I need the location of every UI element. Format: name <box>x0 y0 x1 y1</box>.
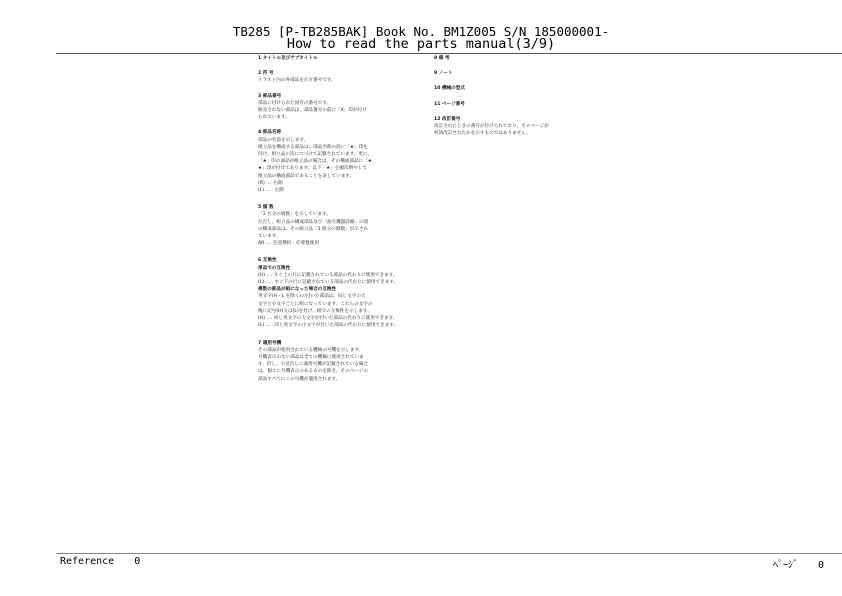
subsection-title: 複数の部品が組になった場合の互換性 <box>258 287 337 293</box>
section-3 <box>258 93 436 122</box>
section-11 <box>434 101 594 108</box>
section-title: 3 部品番号 <box>258 93 282 99</box>
footer-rule <box>56 553 842 554</box>
header-title: TB285 [P-TB285BAK] Book No. BM1Z005 S/N 185000001- <box>232 24 610 39</box>
body-line: 部品の名前を示します。 <box>258 137 309 143</box>
body-line: 何回改訂されたかを示すものではありません。 <box>434 131 531 137</box>
body-line: 文字と小文字ごとに組になっています。これらの文字の <box>258 301 373 307</box>
list-item: (H) .... すぐ上の行に記載されている部品の代わりに使用できます。 <box>258 272 398 278</box>
body-line: 販売されない部品は、部品番号の前に「X」印が付け <box>258 108 367 114</box>
list-item: (H) .... 同じ英文字の大文字が付いた部品の代わりに使用できます。 <box>258 316 398 322</box>
body-line: 付け、組立品の次につづけて記載されています。更に、 <box>258 152 373 158</box>
header-subtitle: How to read the parts manual(3/9) <box>286 36 556 52</box>
header-rule <box>56 53 842 54</box>
body-line: 英文字(H・L を除く)の付いた部品は、同じ文字の大 <box>258 294 366 300</box>
section-9 <box>434 70 594 77</box>
section-4 <box>258 129 436 194</box>
body-line: 組立品の構成部品であることを表しています。 <box>258 173 355 179</box>
list-item: (L) ..... 左側 <box>258 188 284 194</box>
section-10 <box>434 85 594 92</box>
section-title: 11 ページ番号 <box>434 101 465 107</box>
reference-footer <box>60 556 140 567</box>
body-line: の構成部品は、その組立品「1 組分の個数」が示され <box>258 226 369 232</box>
section-title: 7 適用号機 <box>258 340 282 346</box>
body-line: 後に記号(H)又は(L)を付け、組での互換性を示します。 <box>258 308 372 314</box>
right-column <box>434 55 594 144</box>
body-line: ★」印が付けてあります。以下「★」を順次増やして <box>258 166 367 172</box>
section-12 <box>434 116 594 138</box>
list-item: (L) ..... 同じ英文字の小文字が付いた部品の代わりに使用できます。 <box>258 323 399 329</box>
section-title: 12 改訂番号 <box>434 116 461 122</box>
page-number: 0 <box>817 560 824 571</box>
list-item: (R) .... 右側 <box>258 180 283 186</box>
body-line: その部品が使用されている機械の号機を示します。 <box>258 347 364 353</box>
body-line: イラスト内の各部品を示す番号です。 <box>258 78 336 84</box>
section-title: 8 備 考 <box>434 56 450 61</box>
reference-value: 0 <box>134 556 141 567</box>
reference-label: Reference <box>60 556 115 567</box>
subsection-title: 単品での互換性 <box>258 265 291 271</box>
body-line: す。但し、小見出しに適用号機が記載されている場合 <box>258 362 368 368</box>
body-line: 号機表示のない部品は全ての機械に使用されていま <box>258 354 364 360</box>
section-title: 2 符 号 <box>258 71 274 77</box>
body-line: 改訂されたときの番号が付けられており、そのページが <box>434 124 549 130</box>
list-item: (L) ..... すぐ下の行に記載されている部品の代わりに使用できます。 <box>258 280 399 286</box>
left-column <box>258 55 436 390</box>
body-line: 「★」印の部品が組立品の場合は、その構成部品に「★ <box>258 159 372 165</box>
list-item: AR .... 任意選択・必要数使用 <box>258 241 320 247</box>
section-6 <box>258 257 436 329</box>
section-title: 6 互換性 <box>258 258 277 264</box>
body-line: ています。 <box>258 234 281 240</box>
section-title: 9 ノート <box>434 71 453 77</box>
section-8 <box>434 55 594 62</box>
page-header <box>0 26 842 50</box>
section-title: 4 部品名称 <box>258 130 282 136</box>
body-line: 組立品を構成する部品は、部品名称の前に「★」印を <box>258 144 368 150</box>
body-line: られています。 <box>258 115 290 121</box>
page-footer <box>773 556 824 571</box>
section-5 <box>258 204 436 247</box>
section-title: 10 機械の型式 <box>434 86 465 92</box>
body-line: 部品に付けられた固有の番号です。 <box>258 100 332 106</box>
body-line: ただし、組立品の構成部品及び「油圧機器詳細」の項 <box>258 219 369 225</box>
section-1 <box>258 55 436 62</box>
body-line: 「1 台分の個数」を示しています。 <box>258 212 331 218</box>
body-line: は、個々に号機表示のあるものを除き、そのページの <box>258 369 368 375</box>
section-2 <box>258 70 436 84</box>
page-label: ﾍﾟｰｼﾞ <box>772 560 798 571</box>
body-line: 部品すべてにこの号機が適用されます。 <box>258 376 341 382</box>
section-7 <box>258 340 436 383</box>
section-title: 1 タイトル及びサブタイトル <box>258 56 318 61</box>
section-title: 5 個 数 <box>258 205 274 211</box>
